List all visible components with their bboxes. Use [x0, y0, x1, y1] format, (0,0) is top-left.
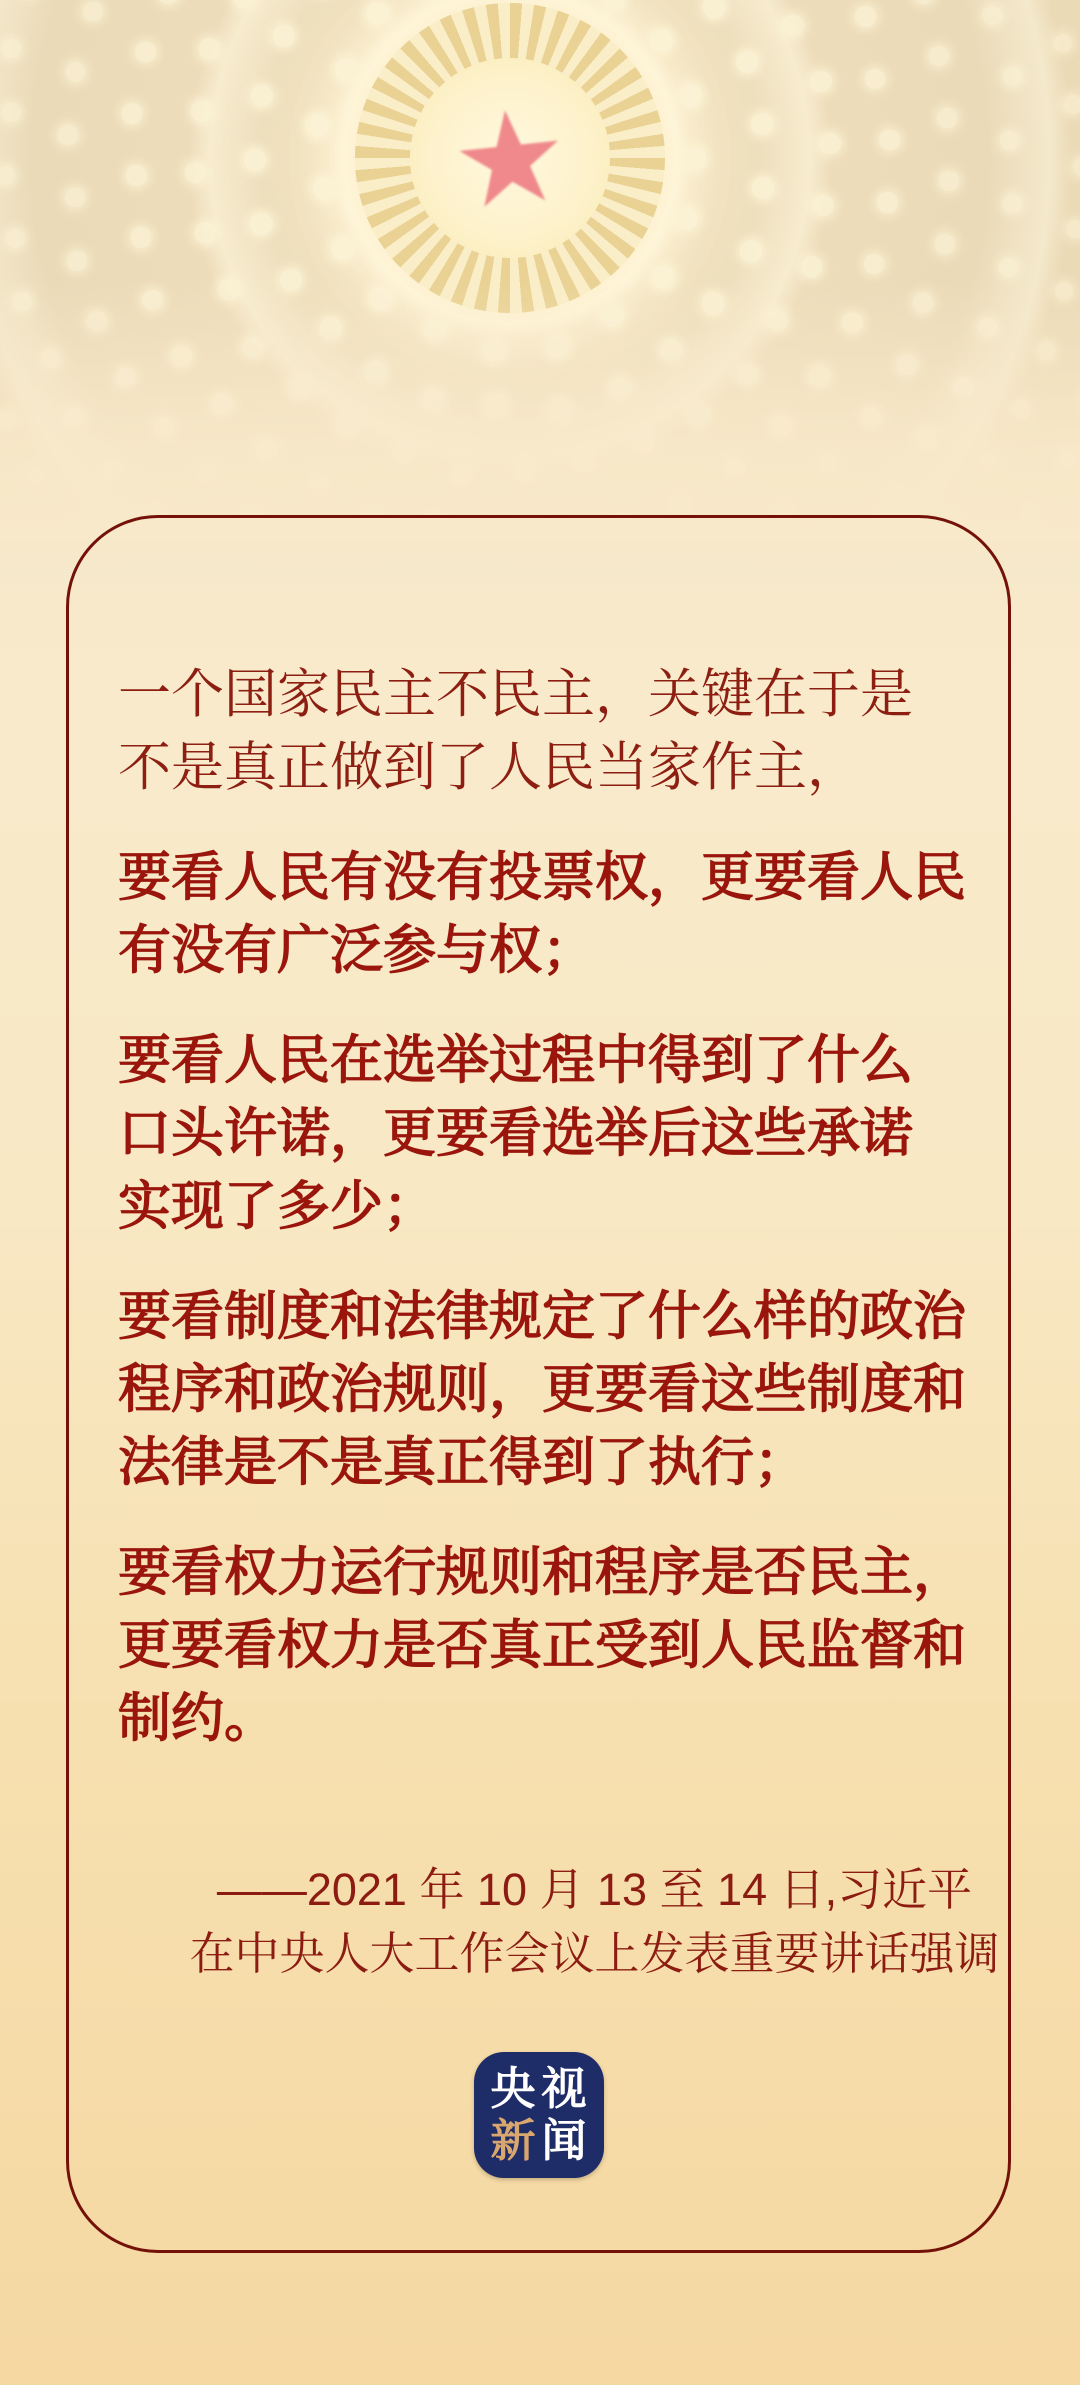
quote-line: 更要看权力是否真正受到人民监督和	[118, 1616, 966, 1675]
logo-container	[69, 2052, 1008, 2178]
quote-line: 有没有广泛参与权；	[118, 921, 595, 980]
quote-line: 程序和政治规则，更要看这些制度和	[118, 1360, 966, 1419]
logo-char: 闻	[541, 2115, 587, 2166]
attribution-date-line: ——2021 年 10 月 13 至 14 日,习近平	[216, 1864, 973, 1915]
quote-card	[66, 515, 1011, 2253]
quote-line: 要看人民在选举过程中得到了什么	[118, 1031, 913, 1090]
quote-line: 要看人民有没有投票权，更要看人民	[118, 848, 966, 907]
quote-line: 口头许诺，更要看选举后这些承诺	[118, 1104, 913, 1163]
ceiling-dome-image	[0, 0, 1080, 540]
logo-row-1	[490, 2063, 586, 2115]
quote-attribution	[69, 1858, 1008, 1986]
quote-line: 要看权力运行规则和程序是否民主，	[118, 1543, 966, 1602]
quote-line: 制约。	[118, 1689, 277, 1748]
quote-text-block	[69, 518, 1008, 1755]
quote-paragraph-3	[118, 1024, 963, 1243]
dome-fade-overlay	[0, 0, 1080, 540]
quote-line: 要看制度和法律规定了什么样的政治	[118, 1287, 966, 1346]
quote-line: 一个国家民主不民主，关键在于是	[118, 665, 913, 724]
logo-char: 视	[541, 2063, 587, 2114]
attribution-source-line: 在中央人大工作会议上发表重要讲话强调	[189, 1928, 1000, 1979]
quote-line: 不是真正做到了人民当家作主，	[118, 738, 860, 797]
cctv-news-logo	[474, 2052, 604, 2178]
quote-paragraph-5	[118, 1536, 966, 1755]
quote-paragraph-1	[118, 658, 963, 804]
quote-paragraph-2	[118, 841, 966, 987]
logo-char-accent: 新	[490, 2115, 536, 2166]
quote-line: 法律是不是真正得到了执行；	[118, 1433, 807, 1492]
quote-line: 实现了多少；	[118, 1177, 436, 1236]
logo-char: 央	[490, 2063, 536, 2114]
logo-row-2	[490, 2115, 586, 2167]
quote-paragraph-4	[118, 1280, 966, 1499]
